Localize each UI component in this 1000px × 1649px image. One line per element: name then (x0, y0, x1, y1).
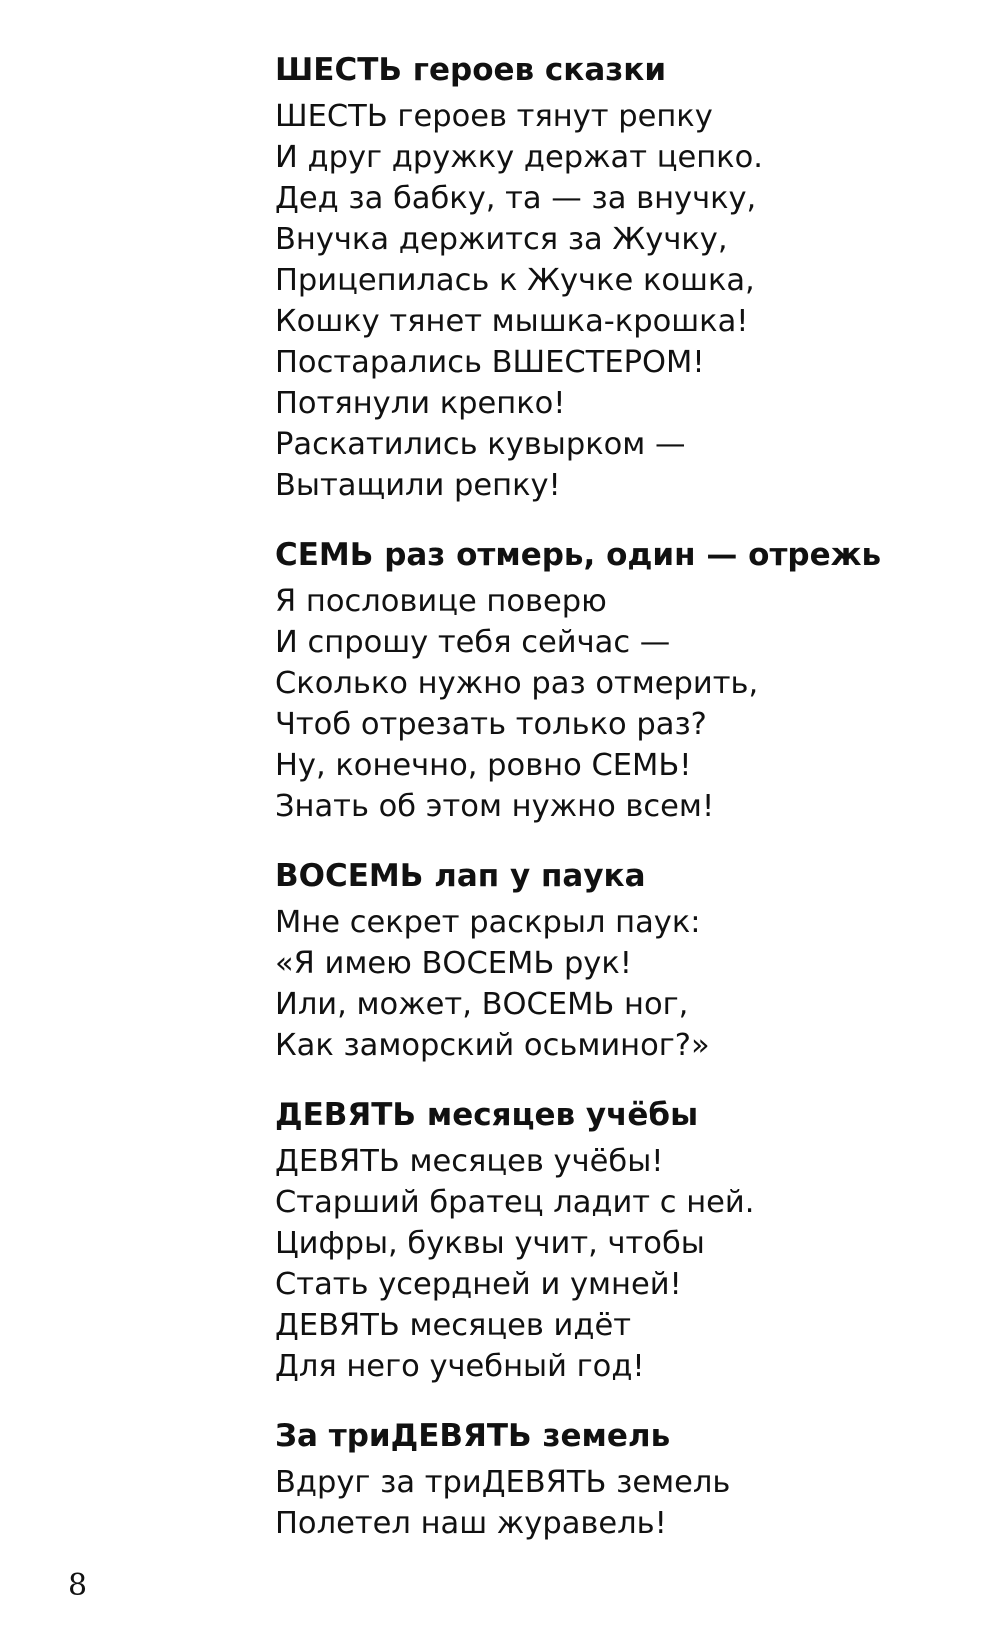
poem-line: Мне секрет раскрыл паук: (275, 905, 701, 940)
poem-line: Полетел наш журавель! (275, 1506, 667, 1541)
poem-seven-times (275, 533, 995, 827)
page-number: 8 (68, 1568, 88, 1603)
poem-title: СЕМЬ раз отмерь, один — отрежь (275, 537, 882, 573)
poem-line: Чтоб отрезать только раз? (275, 707, 707, 742)
poem-title: ДЕВЯТЬ месяцев учёбы (275, 1097, 699, 1133)
poem-title: ШЕСТЬ героев сказки (275, 52, 667, 88)
poem-line: Прицепилась к Жучке кошка, (275, 263, 755, 298)
poem-line: ШЕСТЬ героев тянут репку (275, 99, 713, 134)
poem-line: Старший братец ладит с ней. (275, 1185, 755, 1220)
poem-line: Вдруг за триДЕВЯТЬ земель (275, 1465, 731, 1500)
poem-line: Сколько нужно раз отмерить, (275, 666, 759, 701)
poem-line: Вытащили репку! (275, 468, 561, 503)
poem-nine-months (275, 1093, 995, 1387)
poem-line: Постарались ВШЕСТЕРОМ! (275, 345, 705, 380)
poem-line: ДЕВЯТЬ месяцев идёт (275, 1308, 631, 1343)
poem-line: Цифры, буквы учит, чтобы (275, 1226, 705, 1261)
poem-line: Знать об этом нужно всем! (275, 789, 715, 824)
poem-line: Потянули крепко! (275, 386, 566, 421)
poem-line: Раскатились кувырком — (275, 427, 686, 462)
poem-line: ДЕВЯТЬ месяцев учёбы! (275, 1144, 664, 1179)
poem-line: Ну, конечно, ровно СЕМЬ! (275, 748, 692, 783)
poem-title: ВОСЕМЬ лап у паука (275, 858, 646, 894)
poem-line: Или, может, ВОСЕМЬ ног, (275, 987, 689, 1022)
poem-line: Для него учебный год! (275, 1349, 645, 1384)
poem-six-heroes (275, 48, 995, 506)
poem-title: За триДЕВЯТЬ земель (275, 1418, 671, 1454)
poem-line: Кошку тянет мышка-крошка! (275, 304, 749, 339)
poem-line: Дед за бабку, та — за внучку, (275, 181, 757, 216)
poem-thrice-nine-lands (275, 1414, 995, 1544)
poem-line: И друг дружку держат цепко. (275, 140, 763, 175)
page-content (275, 48, 995, 1571)
poem-line: Внучка держится за Жучку, (275, 222, 728, 257)
poem-line: Я пословице поверю (275, 584, 607, 619)
poem-line: Как заморский осьминог?» (275, 1028, 710, 1063)
poem-line: Стать усердней и умней! (275, 1267, 682, 1302)
poem-eight-legs (275, 854, 995, 1066)
poem-line: «Я имею ВОСЕМЬ рук! (275, 946, 633, 981)
poem-line: И спрошу тебя сейчас — (275, 625, 671, 660)
